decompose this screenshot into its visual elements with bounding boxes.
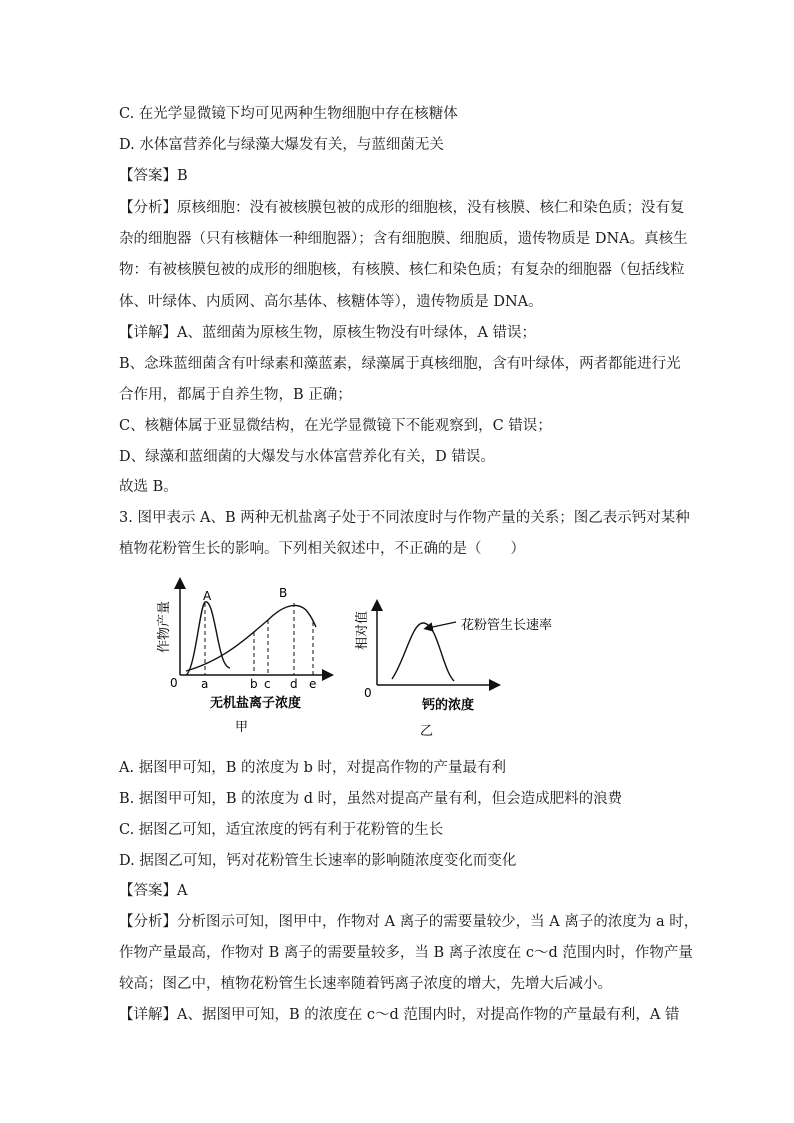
analysis2-line-2: 作物产量最高，作物对 B 离子的需要量较多，当 B 离子浓度在 c～d 范围内时，作物产量 xyxy=(119,945,693,961)
question-3-line-2: 植物花粉管生长的影响。下列相关叙述中，不正确的是（ ） xyxy=(119,541,525,557)
detail-line-1: 【详解】A、蓝细菌为原核生物，原核生物没有叶绿体，A 错误； xyxy=(119,325,537,341)
analysis-line-1: 【分析】原核细胞：没有被核膜包被的成形的细胞核，没有核膜、核仁和染色质；没有复 xyxy=(119,200,685,216)
yi-y-label: 相对值 xyxy=(355,610,370,650)
jia-origin: 0 xyxy=(170,676,178,690)
yi-curve-label: 花粉管生长速率 xyxy=(461,618,553,633)
analysis-line-3: 物：有被核膜包被的成形的细胞核，有核膜、核仁和染色质；有复杂的细胞器（包括线粒 xyxy=(119,262,685,278)
analysis-line-2: 杂的细胞器（只有核糖体一种细胞器）；含有细胞膜、细胞质，遗传物质是 DNA。真核生 xyxy=(119,231,688,247)
option-c: C. 据图乙可知，适宜浓度的钙有利于花粉管的生长 xyxy=(119,822,444,838)
detail-line-4: C、核糖体属于亚显微结构，在光学显微镜下不能观察到，C 错误； xyxy=(119,418,552,434)
jia-tick-e: e xyxy=(309,677,317,691)
detail-line-3: 合作用，都属于自养生物，B 正确； xyxy=(119,387,352,403)
option-a: A. 据图甲可知，B 的浓度为 b 时，对提高作物的产量最有利 xyxy=(119,760,506,776)
answer-line-2: 【答案】A xyxy=(119,883,188,899)
answer-line: 【答案】B xyxy=(119,168,188,184)
jia-x-label: 无机盐离子浓度 xyxy=(210,696,302,711)
option-d-previous: D. 水体富营养化与绿藻大爆发有关，与蓝细菌无关 xyxy=(119,137,444,153)
jia-tick-a: a xyxy=(201,677,209,691)
chart-yi xyxy=(354,605,552,739)
detail2-line-1: 【详解】A、据图甲可知，B 的浓度在 c～d 范围内时，对提高作物的产量最有利，A 错 xyxy=(119,1007,680,1023)
jia-tick-b: b xyxy=(250,677,258,691)
jia-y-label: 作物产量 xyxy=(157,600,172,653)
jia-curve-a xyxy=(186,602,230,675)
yi-caption: 乙 xyxy=(420,724,434,739)
figure-svg xyxy=(150,575,590,745)
jia-caption: 甲 xyxy=(235,720,249,735)
analysis2-line-1: 【分析】分析图示可知，图甲中，作物对 A 离子的需要量较少，当 A 离子的浓度为 a 时， xyxy=(119,914,699,930)
analysis-line-4: 体、叶绿体、内质网、高尔基体、核糖体等），遗传物质是 DNA。 xyxy=(119,294,543,310)
detail-line-5: D、绿藻和蓝细菌的大爆发与水体富营养化有关，D 错误。 xyxy=(119,449,495,465)
option-d: D. 据图乙可知，钙对花粉管生长速率的影响随浓度变化而变化 xyxy=(119,853,517,869)
jia-tick-d: d xyxy=(290,677,298,691)
option-b: B. 据图甲可知，B 的浓度为 d 时，虽然对提高产量有利，但会造成肥料的浪费 xyxy=(119,791,623,807)
question-figure xyxy=(150,575,590,745)
jia-tick-c: c xyxy=(264,677,271,691)
jia-curve-a-label: A xyxy=(203,589,212,603)
yi-pointer-arrow xyxy=(428,622,456,628)
detail-line-2: B、念珠蓝细菌含有叶绿素和藻蓝素，绿藻属于真核细胞，含有叶绿体，两者都能进行光 xyxy=(119,356,681,372)
jia-curve-b-label: B xyxy=(279,586,288,600)
chart-jia xyxy=(156,583,328,735)
analysis2-line-3: 较高；图乙中，植物花粉管生长速率随着钙离子浓度的增大，先增大后减小。 xyxy=(119,976,612,992)
question-3-line-1: 3. 图甲表示 A、B 两种无机盐离子处于不同浓度时与作物产量的关系；图乙表示钙对某种 xyxy=(119,510,690,526)
yi-curve xyxy=(392,623,454,681)
yi-x-label: 钙的浓度 xyxy=(422,698,475,713)
choose-line: 故选 B。 xyxy=(119,479,178,495)
option-c-previous: C. 在光学显微镜下均可见两种生物细胞中存在核糖体 xyxy=(119,106,458,122)
yi-origin: 0 xyxy=(364,686,372,700)
